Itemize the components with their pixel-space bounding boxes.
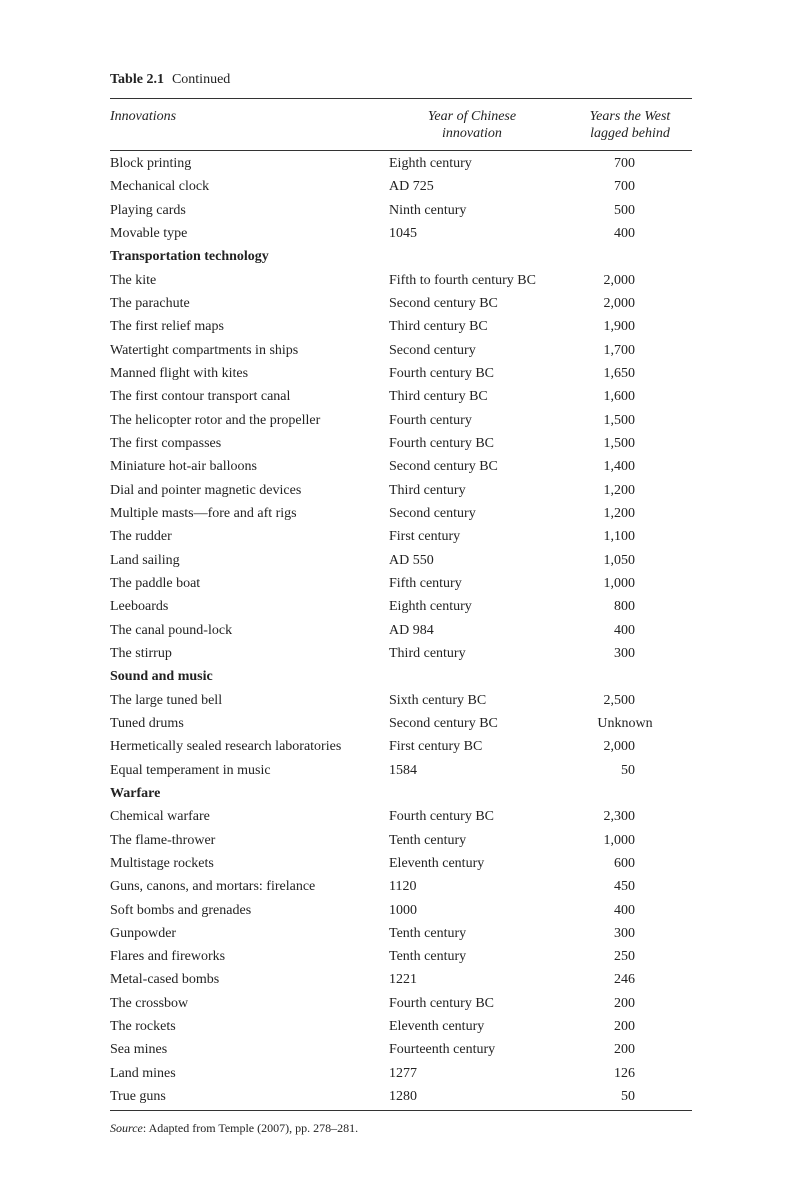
innovation-name: Leeboards bbox=[110, 599, 169, 615]
lag-years: 126 bbox=[614, 1065, 635, 1081]
innovation-year: 1000 bbox=[389, 902, 417, 918]
innovation-name: Chemical warfare bbox=[110, 809, 210, 825]
lag-years: 250 bbox=[614, 949, 635, 965]
lag-years: 600 bbox=[614, 855, 635, 871]
lag-years: 1,100 bbox=[603, 529, 635, 545]
table-row bbox=[110, 968, 692, 991]
table-row bbox=[110, 432, 692, 455]
table-row bbox=[110, 1015, 692, 1038]
innovation-year: 1221 bbox=[389, 972, 417, 988]
innovation-name: Land mines bbox=[110, 1065, 176, 1081]
table-continued: Continued bbox=[171, 72, 231, 87]
innovation-year: Second century bbox=[389, 342, 476, 358]
lag-years: 1,900 bbox=[603, 319, 635, 335]
innovation-year: 1045 bbox=[389, 225, 417, 241]
lag-years: 246 bbox=[614, 972, 635, 988]
lag-years: 2,000 bbox=[603, 739, 635, 755]
section-heading bbox=[110, 245, 692, 268]
innovation-year: 1277 bbox=[389, 1065, 417, 1081]
table-header bbox=[110, 108, 692, 148]
innovation-name: Flares and fireworks bbox=[110, 949, 226, 965]
innovation-name: Sea mines bbox=[110, 1042, 168, 1058]
lag-years: 1,700 bbox=[603, 342, 635, 358]
innovation-name: The flame-thrower bbox=[110, 832, 216, 848]
section-label: Warfare bbox=[110, 785, 161, 801]
section-label: Sound and music bbox=[110, 669, 213, 685]
innovation-year: Fourth century bbox=[389, 412, 472, 428]
lag-years: 2,000 bbox=[603, 295, 635, 311]
innovation-name: The large tuned bell bbox=[110, 692, 223, 708]
innovation-year: Fourth century BC bbox=[389, 435, 494, 451]
table-row bbox=[110, 1062, 692, 1085]
innovation-year: Eighth century bbox=[389, 156, 472, 171]
innovation-year: Third century bbox=[389, 645, 466, 661]
innovation-year: Ninth century bbox=[389, 202, 467, 218]
innovation-name: Gunpowder bbox=[110, 925, 177, 941]
innovation-name: The paddle boat bbox=[110, 575, 201, 591]
innovation-year: Third century bbox=[389, 482, 466, 498]
lag-years: 400 bbox=[614, 902, 635, 918]
innovation-name: The helicopter rotor and the propeller bbox=[110, 412, 321, 428]
table-row bbox=[110, 852, 692, 875]
table-row bbox=[110, 619, 692, 642]
table-caption bbox=[110, 72, 230, 88]
innovation-year: Third century BC bbox=[389, 319, 488, 335]
table-row bbox=[110, 572, 692, 595]
lag-years: 1,500 bbox=[603, 412, 635, 428]
innovation-name: Mechanical clock bbox=[110, 179, 210, 195]
header-lag bbox=[568, 108, 692, 142]
innovation-name: Tuned drums bbox=[110, 715, 184, 731]
source-text: : Adapted from Temple (2007), pp. 278–281. bbox=[142, 1121, 359, 1135]
lag-years: 1,650 bbox=[603, 365, 635, 381]
innovation-year: Tenth century bbox=[389, 832, 467, 848]
table-row bbox=[110, 1085, 692, 1108]
lag-years: 50 bbox=[621, 762, 635, 778]
lag-years: 400 bbox=[614, 622, 635, 638]
lag-years: 450 bbox=[614, 879, 635, 895]
innovation-name: Block printing bbox=[110, 156, 192, 171]
innovation-name: Miniature hot-air balloons bbox=[110, 459, 257, 475]
lag-years: 700 bbox=[614, 156, 635, 171]
innovation-name: The kite bbox=[110, 272, 157, 288]
innovation-name: The first compasses bbox=[110, 435, 222, 451]
lag-years: 500 bbox=[614, 202, 635, 218]
innovation-name: Multiple masts—fore and aft rigs bbox=[110, 505, 297, 521]
innovation-year: First century bbox=[389, 529, 461, 545]
innovation-year: 1280 bbox=[389, 1089, 417, 1105]
lag-years: 700 bbox=[614, 179, 635, 195]
innovation-name: Soft bombs and grenades bbox=[110, 902, 252, 918]
lag-years: 300 bbox=[614, 925, 635, 941]
section-label: Transportation technology bbox=[110, 249, 269, 265]
innovation-year: Eleventh century bbox=[389, 1019, 485, 1035]
innovation-name: Dial and pointer magnetic devices bbox=[110, 482, 302, 498]
innovation-name: True guns bbox=[110, 1089, 166, 1105]
header-innovations: Innovations bbox=[110, 109, 177, 124]
source-label: Source bbox=[110, 1121, 143, 1135]
lag-years: Unknown bbox=[597, 715, 653, 731]
lag-years: 2,000 bbox=[603, 272, 635, 288]
innovation-year: Eleventh century bbox=[389, 855, 485, 871]
innovation-name: Watertight compartments in ships bbox=[110, 342, 299, 358]
table-row bbox=[110, 222, 692, 245]
table-row bbox=[110, 362, 692, 385]
table-row bbox=[110, 899, 692, 922]
innovation-year: Tenth century bbox=[389, 925, 467, 941]
table-row bbox=[110, 1038, 692, 1061]
table-row bbox=[110, 759, 692, 782]
bottom-rule bbox=[110, 1110, 692, 1111]
table-row bbox=[110, 292, 692, 315]
table-row bbox=[110, 945, 692, 968]
table-row bbox=[110, 502, 692, 525]
header-year-line2: innovation bbox=[442, 126, 502, 141]
innovation-year: Fifth to fourth century BC bbox=[389, 272, 536, 288]
innovation-year: Second century BC bbox=[389, 295, 498, 311]
table-row bbox=[110, 269, 692, 292]
innovation-name: Hermetically sealed research laboratories bbox=[110, 739, 342, 755]
innovation-name: The first contour transport canal bbox=[110, 389, 291, 405]
table-row bbox=[110, 689, 692, 712]
innovation-year: Fourteenth century bbox=[389, 1042, 496, 1058]
lag-years: 1,200 bbox=[603, 482, 635, 498]
innovation-year: Second century BC bbox=[389, 715, 498, 731]
innovation-year: AD 725 bbox=[389, 179, 434, 195]
innovation-name: Manned flight with kites bbox=[110, 365, 249, 381]
innovation-year: Tenth century bbox=[389, 949, 467, 965]
table-row bbox=[110, 992, 692, 1015]
lag-years: 1,050 bbox=[603, 552, 635, 568]
table-row bbox=[110, 642, 692, 665]
innovation-year: AD 984 bbox=[389, 622, 434, 638]
innovation-name: The canal pound-lock bbox=[110, 622, 233, 638]
lag-years: 300 bbox=[614, 645, 635, 661]
table-row bbox=[110, 455, 692, 478]
innovation-name: The stirrup bbox=[110, 645, 172, 661]
lag-years: 1,400 bbox=[603, 459, 635, 475]
section-heading bbox=[110, 665, 692, 688]
table-row bbox=[110, 712, 692, 735]
innovation-year: First century BC bbox=[389, 739, 483, 755]
lag-years: 800 bbox=[614, 599, 635, 615]
innovation-name: The rockets bbox=[110, 1019, 176, 1035]
table-row bbox=[110, 875, 692, 898]
lag-years: 200 bbox=[614, 1019, 635, 1035]
innovation-year: AD 550 bbox=[389, 552, 434, 568]
innovation-year: 1584 bbox=[389, 762, 417, 778]
innovation-name: Metal-cased bombs bbox=[110, 972, 220, 988]
innovation-year: Second century BC bbox=[389, 459, 498, 475]
innovation-year: Eighth century bbox=[389, 599, 472, 615]
lag-years: 400 bbox=[614, 225, 635, 241]
header-lag-line2: lagged behind bbox=[590, 126, 670, 141]
innovation-name: The crossbow bbox=[110, 995, 189, 1011]
innovation-year: Second century bbox=[389, 505, 476, 521]
header-year-line1: Year of Chinese bbox=[427, 109, 517, 124]
lag-years: 200 bbox=[614, 1042, 635, 1058]
lag-years: 1,000 bbox=[603, 575, 635, 591]
innovation-year: Fourth century BC bbox=[389, 995, 494, 1011]
source-note bbox=[110, 1121, 358, 1136]
table-row bbox=[110, 385, 692, 408]
table-row bbox=[110, 315, 692, 338]
section-heading bbox=[110, 782, 692, 805]
innovation-year: Sixth century BC bbox=[389, 692, 487, 708]
innovation-year: 1120 bbox=[389, 879, 417, 895]
top-rule bbox=[110, 98, 692, 99]
innovation-name: The parachute bbox=[110, 295, 190, 311]
table-row bbox=[110, 595, 692, 618]
innovation-year: Third century BC bbox=[389, 389, 488, 405]
table-row bbox=[110, 479, 692, 502]
innovation-year: Fourth century BC bbox=[389, 809, 494, 825]
table-row bbox=[110, 549, 692, 572]
lag-years: 1,200 bbox=[603, 505, 635, 521]
innovation-name: Multistage rockets bbox=[110, 855, 214, 871]
table-row bbox=[110, 152, 692, 175]
table-row bbox=[110, 339, 692, 362]
lag-years: 50 bbox=[621, 1089, 635, 1105]
innovation-name: Guns, canons, and mortars: firelance bbox=[110, 879, 316, 895]
lag-years: 1,500 bbox=[603, 435, 635, 451]
innovation-name: Movable type bbox=[110, 225, 188, 241]
header-lag-line1: Years the West bbox=[589, 109, 671, 124]
lag-years: 1,600 bbox=[603, 389, 635, 405]
lag-years: 2,500 bbox=[603, 692, 635, 708]
table-row bbox=[110, 199, 692, 222]
table-row bbox=[110, 525, 692, 548]
table-body bbox=[110, 152, 692, 1108]
innovation-name: The first relief maps bbox=[110, 319, 224, 335]
table-row bbox=[110, 175, 692, 198]
table-row bbox=[110, 735, 692, 758]
table-row bbox=[110, 922, 692, 945]
lag-years: 1,000 bbox=[603, 832, 635, 848]
table-row bbox=[110, 409, 692, 432]
header-year bbox=[410, 108, 534, 142]
innovation-year: Fifth century bbox=[389, 575, 462, 591]
innovation-name: Equal temperament in music bbox=[110, 762, 271, 778]
table-row bbox=[110, 805, 692, 828]
table-number: Table 2.1 bbox=[110, 72, 164, 87]
innovation-year: Fourth century BC bbox=[389, 365, 494, 381]
table-row bbox=[110, 829, 692, 852]
lag-years: 2,300 bbox=[603, 809, 635, 825]
innovation-name: Playing cards bbox=[110, 202, 186, 218]
innovation-name: The rudder bbox=[110, 529, 172, 545]
innovation-name: Land sailing bbox=[110, 552, 180, 568]
header-rule bbox=[110, 150, 692, 151]
lag-years: 200 bbox=[614, 995, 635, 1011]
